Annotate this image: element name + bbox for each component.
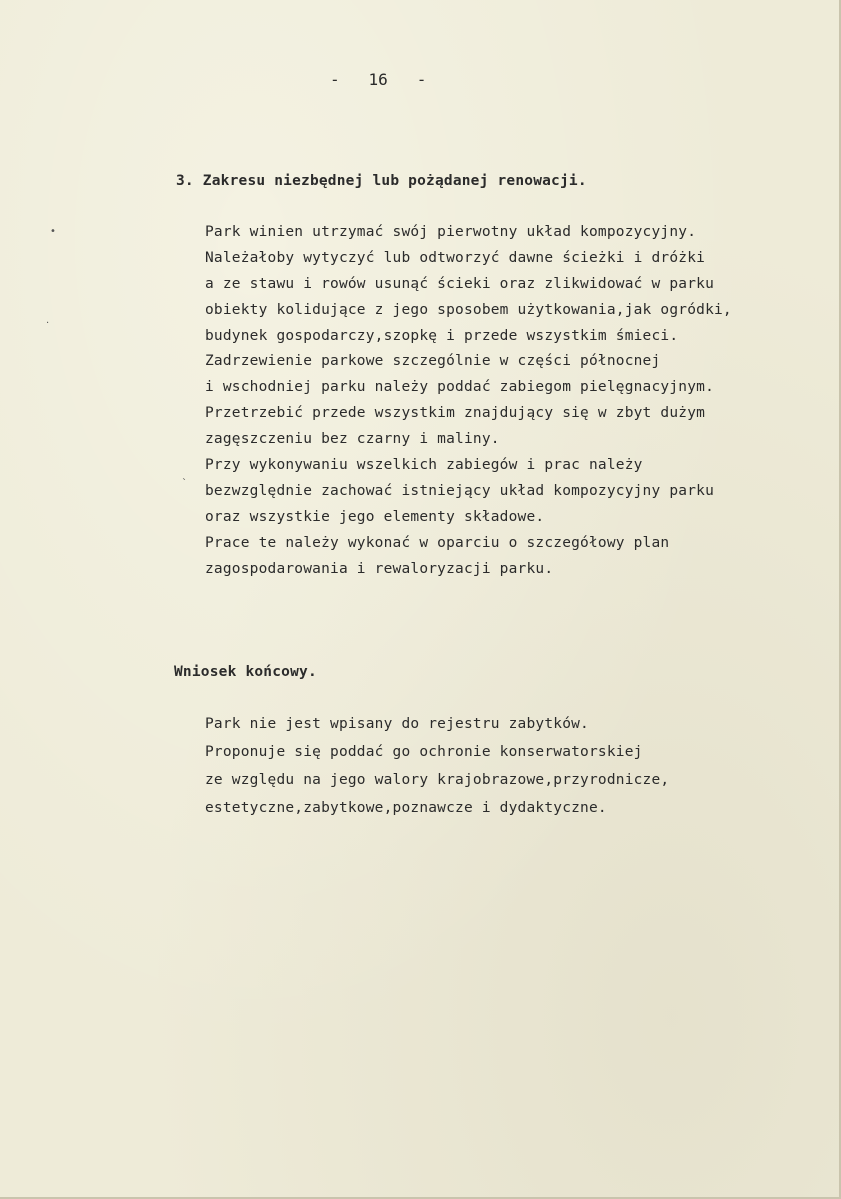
text-line: Prace te należy wykonać w oparciu o szczegółowy plan <box>205 534 670 551</box>
text-line: Park nie jest wpisany do rejestru zabytków. <box>205 716 589 732</box>
text-line: a ze stawu i rowów usunąć ścieki oraz zlikwidować w parku <box>205 275 714 292</box>
text-line: Zadrzewienie parkowe szczególnie w części północnej <box>205 353 661 370</box>
text-line: Przetrzebić przede wszystkim znajdujący się w zbyt dużym <box>205 405 706 422</box>
section-heading: 3. Zakresu niezbędnej lub pożądanej renowacji. <box>176 173 587 189</box>
conclusion-paragraph <box>205 710 669 822</box>
text-line: zagospodarowania i rewaloryzacji parku. <box>205 560 554 577</box>
text-line: i wschodniej parku należy poddać zabiegom pielęgnacyjnym. <box>205 379 714 396</box>
paper-speck: ˋ <box>182 478 187 489</box>
paper-speck: · <box>46 318 50 329</box>
text-line: budynek gospodarczy,szopkę i przede wszystkim śmieci. <box>205 327 679 344</box>
text-line: bezwzględnie zachować istniejący układ kompozycyjny parku <box>205 482 714 499</box>
text-line: estetyczne,zabytkowe,poznawcze i dydaktyczne. <box>205 800 607 816</box>
conclusion-heading: Wniosek końcowy. <box>174 664 317 680</box>
text-line: Przy wykonywaniu wszelkich zabiegów i prac należy <box>205 457 643 474</box>
text-line: Park winien utrzymać swój pierwotny układ kompozycyjny. <box>205 224 697 240</box>
text-line: Należałoby wytyczyć lub odtworzyć dawne ścieżki i dróżki <box>205 249 706 266</box>
text-line: zagęszczeniu bez czarny i maliny. <box>205 431 500 448</box>
text-line: obiekty kolidujące z jego sposobem użytkowania,jak ogródki, <box>205 301 732 318</box>
text-line: oraz wszystkie jego elementy składowe. <box>205 508 545 525</box>
text-line: Proponuje się poddać go ochronie konserwatorskiej <box>205 744 643 760</box>
text-line: ze względu na jego walory krajobrazowe,przyrodnicze, <box>205 772 670 788</box>
section-paragraph <box>205 220 732 582</box>
paper-speck: • <box>50 226 56 237</box>
page-number: - 16 - <box>330 70 427 89</box>
